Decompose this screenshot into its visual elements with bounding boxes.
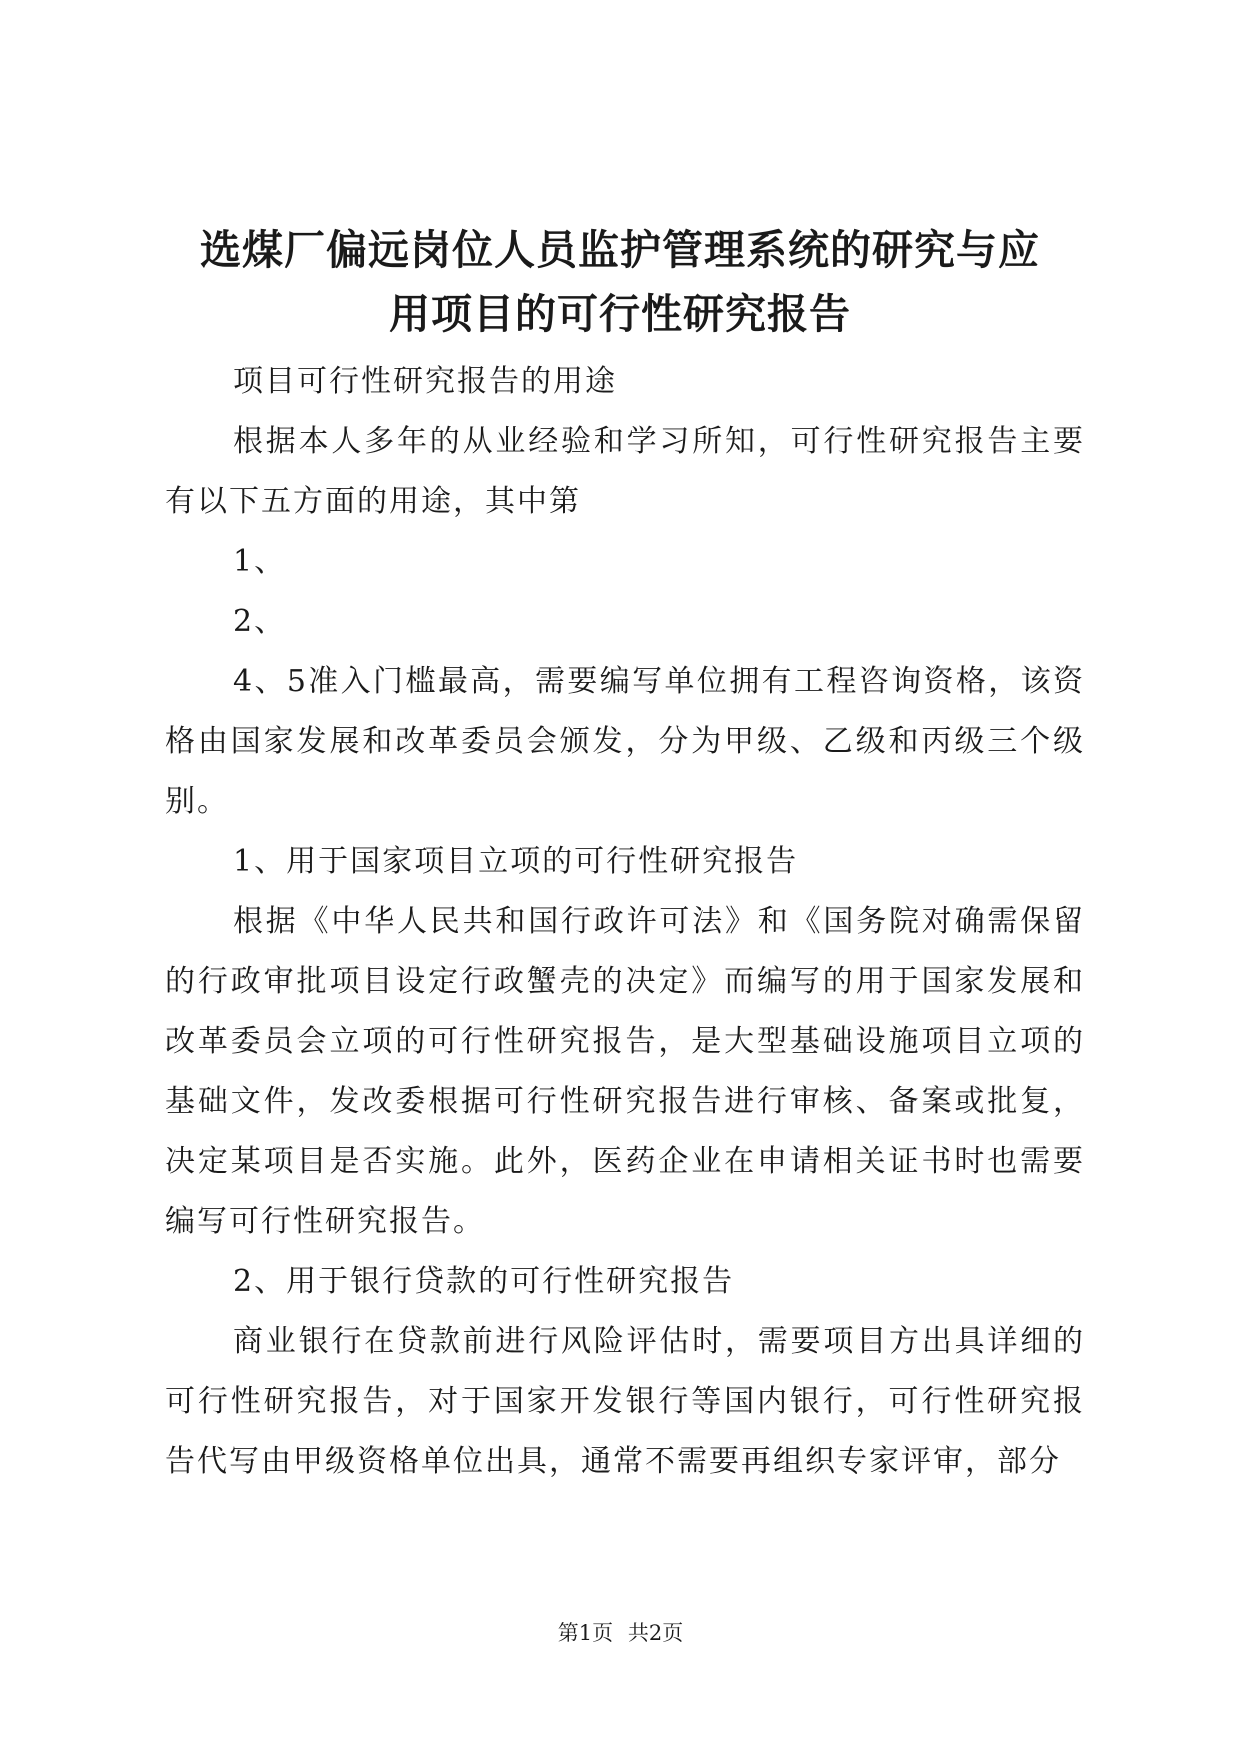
document-title <box>150 218 1090 346</box>
paragraph: 2、 <box>233 604 287 639</box>
paragraph: 根据本人多年的从业经验和学习所知，可行性研究报告主要有以下五方面的用途，其中第 <box>165 424 1085 519</box>
page-number: 第1页 <box>557 1621 614 1645</box>
paragraph: 4、5准入门槛最高，需要编写单位拥有工程咨询资格，该资格由国家发展和改革委员会颁发，分为甲级、乙级和丙级三个级别。 <box>165 664 1085 819</box>
paragraph: 1、 <box>233 544 287 579</box>
title-line-2: 用项目的可行性研究报告 <box>389 290 851 338</box>
paragraph-heading: 1、用于国家项目立项的可行性研究报告 <box>233 844 799 879</box>
title-line-1: 选煤厂偏远岗位人员监护管理系统的研究与应 <box>200 226 1040 274</box>
document-body <box>165 352 1085 1492</box>
page-total: 共2页 <box>627 1621 684 1645</box>
page-footer <box>0 1618 1241 1648</box>
paragraph: 根据《中华人民共和国行政许可法》和《国务院对确需保留的行政审批项目设定行政蟹壳的决定》而编写的用于国家发展和改革委员会立项的可行性研究报告，是大型基础设施项目立项的基础文件，发改委根据可行性研究报告进行审核、备案或批复，决定某项目是否实施。此外，医药企业在申请相关证书时也需要编写可行性研究报告。 <box>165 904 1085 1239</box>
paragraph-heading: 项目可行性研究报告的用途 <box>233 364 617 399</box>
paragraph-heading: 2、用于银行贷款的可行性研究报告 <box>233 1264 735 1299</box>
paragraph: 商业银行在贷款前进行风险评估时，需要项目方出具详细的可行性研究报告，对于国家开发银行等国内银行，可行性研究报告代写由甲级资格单位出具，通常不需要再组织专家评审，部分 <box>165 1324 1085 1479</box>
